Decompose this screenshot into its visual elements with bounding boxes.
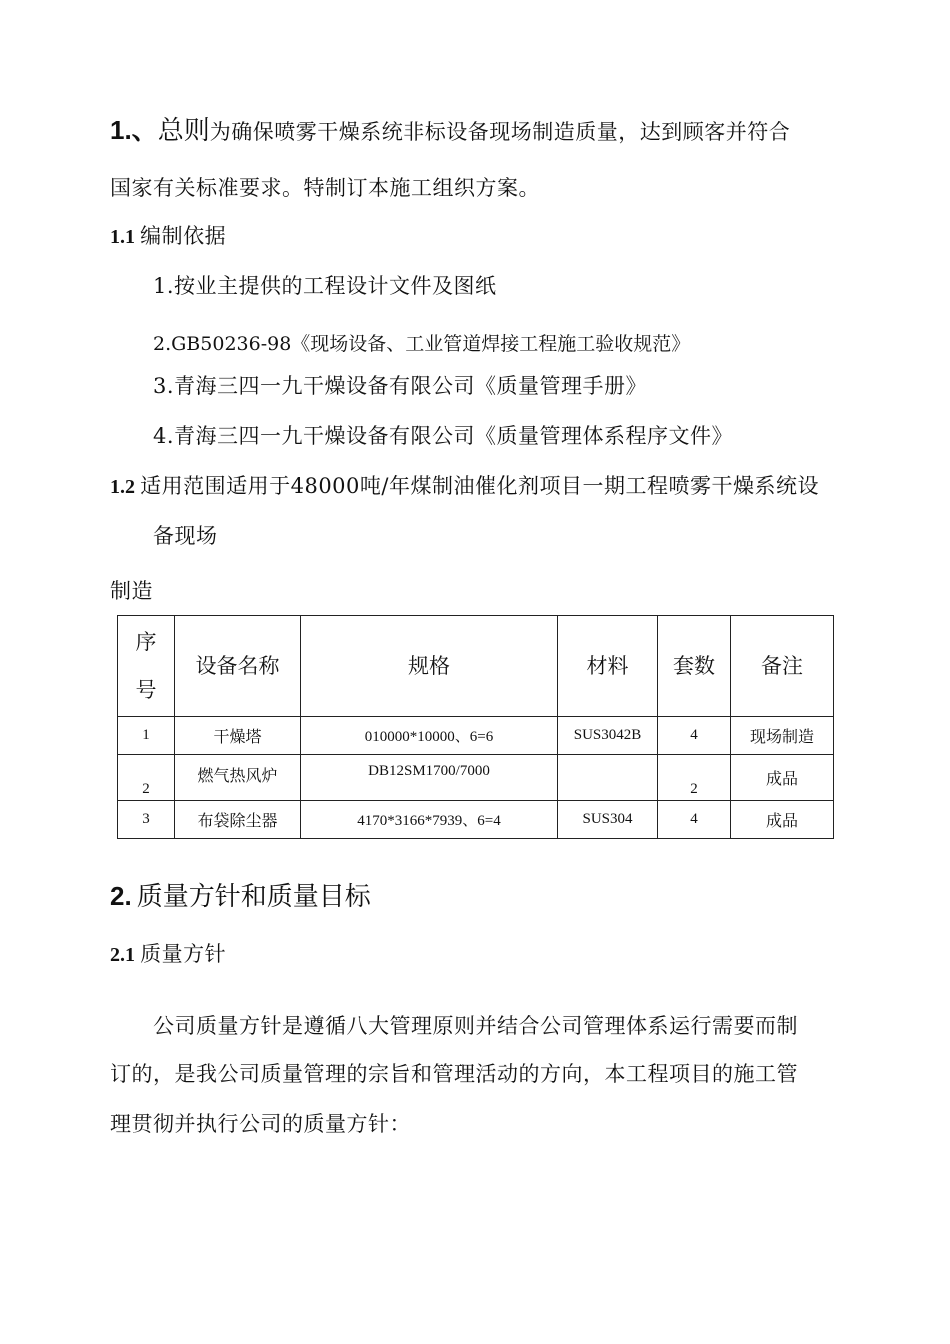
cell-remark: 成品 (731, 755, 834, 801)
cell-seq: 3 (118, 801, 175, 839)
scope-text-continued: 备现场 (153, 524, 218, 548)
header-material: 材料 (558, 616, 658, 717)
basis-item: 3.青海三四一九干燥设备有限公司《质量管理手册》 (153, 374, 648, 398)
equipment-table (117, 615, 834, 839)
table-row (118, 801, 834, 839)
section-number: 2. (110, 881, 132, 911)
policy-paragraph-continued: 理贯彻并执行公司的质量方针： (110, 1112, 411, 1136)
section-intro-continued: 国家有关标准要求。特制订本施工组织方案。 (110, 176, 540, 200)
basis-item: 4.青海三四一九干燥设备有限公司《质量管理体系程序文件》 (153, 424, 734, 448)
scope-text: 适用范围适用于48000吨/年煤制油催化剂项目一期工程喷雾干燥系统设 (140, 474, 819, 498)
cell-name: 布袋除尘器 (175, 801, 301, 839)
subsection-2-1-heading (110, 938, 226, 968)
cell-remark: 成品 (731, 801, 834, 839)
subsection-number: 2.1 (110, 944, 135, 966)
section-intro: 为确保喷雾干燥系统非标设备现场制造质量，达到顾客并符合 (209, 120, 791, 144)
section-number: 1.、 (110, 115, 158, 145)
section-title: 总则 (157, 116, 210, 146)
subsection-title: 质量方针 (140, 942, 227, 966)
subsection-number: 1.1 (110, 226, 135, 248)
policy-paragraph: 公司质量方针是遵循八大管理原则并结合公司管理体系运行需要而制 (153, 1014, 798, 1038)
basis-item: 2.GB50236-98《现场设备、工业管道焊接工程施工验收规范》 (153, 333, 691, 355)
cell-seq: 1 (118, 717, 175, 755)
basis-item: 1.按业主提供的工程设计文件及图纸 (153, 274, 497, 298)
cell-material (558, 755, 658, 801)
section-1-heading (110, 110, 790, 147)
policy-paragraph-continued: 订的，是我公司质量管理的宗旨和管理活动的方向，本工程项目的施工管 (110, 1062, 798, 1086)
section-title: 质量方针和质量目标 (136, 882, 371, 912)
cell-spec: 010000*10000、6=6 (301, 717, 558, 755)
subsection-title: 编制依据 (140, 224, 227, 248)
cell-material: SUS304 (558, 801, 658, 839)
subsection-number: 1.2 (110, 476, 135, 498)
header-name: 设备名称 (175, 616, 301, 717)
cell-material: SUS3042B (558, 717, 658, 755)
table-row (118, 717, 834, 755)
subsection-1-1-heading (110, 220, 226, 250)
cell-name: 干燥塔 (175, 717, 301, 755)
cell-sets: 2 (658, 755, 731, 801)
cell-spec: DB12SM1700/7000 (301, 755, 558, 801)
scope-text-continued: 制造 (110, 579, 153, 603)
cell-seq: 2 (118, 755, 175, 801)
header-seq: 序 号 (118, 616, 175, 717)
table-row (118, 755, 834, 801)
cell-sets: 4 (658, 801, 731, 839)
subsection-1-2-heading (110, 470, 819, 500)
cell-name: 燃气热风炉 (175, 755, 301, 801)
table-header-row (118, 616, 834, 717)
header-remark: 备注 (731, 616, 834, 717)
header-sets: 套数 (658, 616, 731, 717)
cell-spec: 4170*3166*7939、6=4 (301, 801, 558, 839)
header-spec: 规格 (301, 616, 558, 717)
cell-sets: 4 (658, 717, 731, 755)
cell-remark: 现场制造 (731, 717, 834, 755)
section-2-heading (110, 876, 371, 913)
